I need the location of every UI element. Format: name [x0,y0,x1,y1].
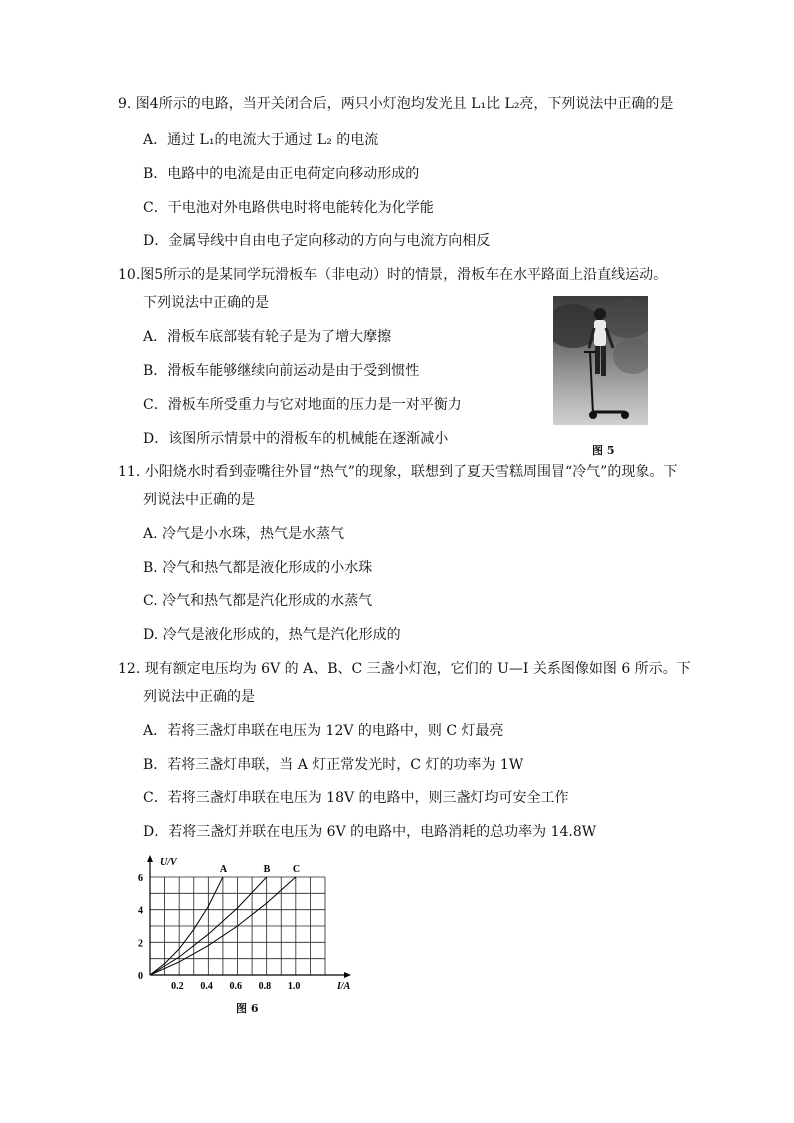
q12-option-c: C．若将三盏灯串联在电压为 18V 的电路中，则三盏灯均可安全工作 [143,790,569,806]
q9-stem: 9. 图4所示的电路，当开关闭合后，两只小灯泡均发光且 L₁比 L₂亮，下列说法中正确的是 [118,96,674,112]
q12-option-a: A．若将三盏灯串联在电压为 12V 的电路中，则 C 灯最亮 [143,723,504,739]
y-tick-label: 0 [138,971,143,982]
x-tick-label: 1.0 [287,981,301,992]
q9-option-b: B．电路中的电流是由正电荷定向移动形成的 [143,166,420,182]
q12-option-b: B．若将三盏灯串联，当 A 灯正常发光时，C 灯的功率为 1W [143,757,524,773]
curve-label-b: B [263,864,271,875]
q9-option-c: C．干电池对外电路供电时将电能转化为化学能 [143,200,434,216]
q11-option-a: A. 冷气是小水珠，热气是水蒸气 [143,526,345,542]
q9-option-d: D．金属导线中自由电子定向移动的方向与电流方向相反 [143,233,491,249]
figure-6-caption: 图 6 [236,1002,259,1015]
y-tick-label: 4 [138,905,143,917]
y-tick-label: 2 [138,938,143,950]
q11-option-c: C. 冷气和热气都是汽化形成的水蒸气 [143,593,373,609]
x-tick-label: 0.6 [229,981,242,992]
y-axis-label: U/V [160,857,177,868]
q12-stem-line1: 12. 现有额定电压均为 6V 的 A、B、C 三盏小灯泡，它们的 U—I 关系图像如图 6 所示。下 [118,661,691,677]
q11-stem-line2: 列说法中正确的是 [143,492,255,508]
x-axis-arrow [344,972,351,978]
y-axis-arrow [147,855,153,862]
curve-label-c: C [292,864,301,875]
q10-option-d: D．该图所示情景中的滑板车的机械能在逐渐减小 [143,431,449,447]
x-tick-label: 0.4 [200,981,213,992]
ui-chart-svg [130,848,370,1013]
figure-5-caption: 图 5 [592,444,615,457]
q10-option-b: B．滑板车能够继续向前运动是由于受到惯性 [143,363,420,379]
q12-stem-line2: 列说法中正确的是 [143,689,255,705]
q9-option-a: A．通过 L₁的电流大于通过 L₂ 的电流 [143,132,379,148]
y-tick-label: 6 [138,873,143,884]
curve-label-a: A [219,864,228,875]
q10-option-a: A．滑板车底部装有轮子是为了增大摩擦 [143,329,392,345]
ui-graph [130,848,370,1017]
q12-option-d: D．若将三盏灯并联在电压为 6V 的电路中，电路消耗的总功率为 14.8W [143,824,597,840]
q10-stem-line2: 下列说法中正确的是 [143,295,269,311]
q11-option-b: B. 冷气和热气都是液化形成的小水珠 [143,560,373,576]
x-tick-label: 0.8 [258,981,272,992]
q11-stem-line1: 11. 小阳烧水时看到壶嘴往外冒“热气”的现象，联想到了夏天雪糕周围冒“冷气”的现象。下 [118,464,678,480]
x-axis-label: I/A [337,981,351,992]
q10-option-c: C．滑板车所受重力与它对地面的压力是一对平衡力 [143,397,462,413]
x-tick-label: 0.2 [171,981,184,992]
q11-option-d: D. 冷气是液化形成的，热气是汽化形成的 [143,627,401,643]
q10-stem-line1: 10.图5所示的是某同学玩滑板车（非电动）时的情景，滑板车在水平路面上沿直线运动。 [118,267,668,283]
scooter-photo [553,296,648,425]
